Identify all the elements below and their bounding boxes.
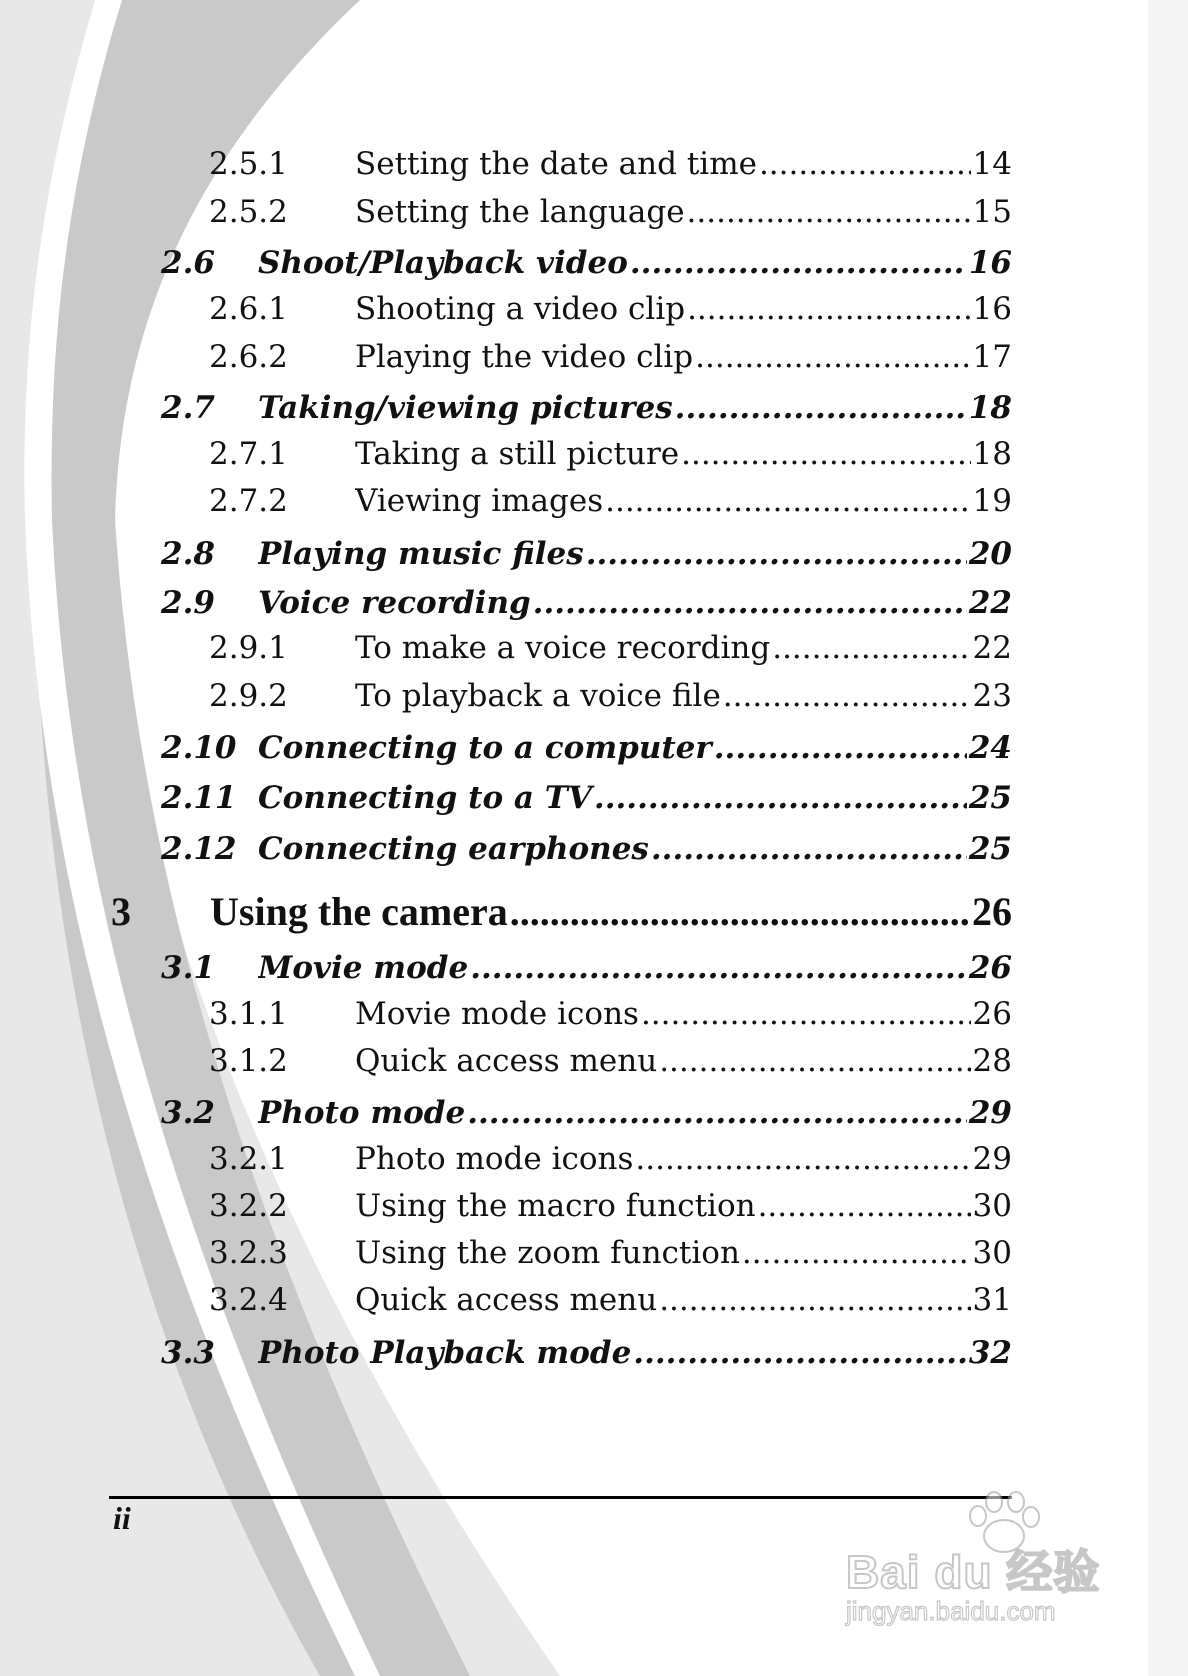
toc-entry-level-2[interactable] [0,730,1188,770]
toc-entry-title: Movie mode [258,950,469,986]
toc-entry-level-3[interactable] [0,291,1188,331]
toc-entry-page: 28 [972,1043,1012,1079]
dot-leader [759,146,971,182]
toc-entry-line [355,194,1012,230]
toc-entry-level-3[interactable] [0,996,1188,1036]
toc-entry-page: 18 [972,436,1012,472]
toc-entry-number: 3.1.2 [209,1043,288,1079]
toc-entry-number: 3 [111,889,131,934]
dot-leader [772,630,970,666]
dot-leader [633,1335,967,1371]
toc-entry-level-2[interactable] [0,390,1188,430]
toc-entry-level-2[interactable] [0,1335,1188,1375]
toc-entry-page: 22 [968,585,1012,621]
dot-leader [695,339,970,375]
toc-entry-number: 2.11 [161,780,237,816]
toc-entry-line [355,1282,1012,1318]
toc-entry-title: Shoot/Playback video [258,245,628,281]
toc-entry-level-2[interactable] [0,780,1188,820]
dot-leader [681,436,970,472]
toc-entry-title: Setting the date and time [355,146,757,182]
toc-entry-number: 2.6.2 [209,339,288,375]
toc-entry-title: To playback a voice file [355,678,721,714]
toc-entry-title: Using the zoom function [355,1235,740,1271]
dot-leader [714,730,967,766]
toc-entry-line [355,1043,1012,1079]
toc-entry-title: Quick access menu [355,1282,658,1318]
toc-entry-title: Photo Playback mode [258,1335,632,1371]
dot-leader [687,291,970,327]
toc-entry-title: Connecting earphones [258,831,649,867]
toc-entry-number: 2.7.2 [209,483,288,519]
footer-page-number: ii [113,1500,131,1536]
toc-entry-title: Playing music files [258,536,584,572]
toc-entry-line [355,146,1012,182]
toc-entry-title: Connecting to a computer [258,730,712,766]
toc-entry-title: Shooting a video clip [355,291,686,327]
toc-entry-line [355,436,1012,472]
toc-entry-number: 3.2.2 [209,1188,288,1224]
toc-entry-number: 3.2.1 [209,1141,288,1177]
toc-entry-title: Using the camera [210,889,508,934]
toc-entry-title: To make a voice recording [355,630,771,666]
toc-entry-title: Connecting to a TV [258,780,592,816]
toc-entry-level-3[interactable] [0,1043,1188,1083]
toc-entry-number: 2.8 [161,536,215,572]
toc-entry-line [258,780,1012,816]
toc-entry-level-2[interactable] [0,1095,1188,1135]
dot-leader [651,831,967,867]
dot-leader [605,483,970,519]
toc-entry-line [355,1235,1012,1271]
toc-entry-level-3[interactable] [0,1282,1188,1322]
toc-entry-line [258,950,1012,986]
toc-entry-number: 2.7.1 [209,436,288,472]
toc-entry-level-3[interactable] [0,1235,1188,1275]
toc-entry-page: 17 [972,339,1012,375]
toc-entry-title: Quick access menu [355,1043,658,1079]
toc-entry-level-3[interactable] [0,194,1188,234]
dot-leader [687,194,971,230]
toc-entry-level-2[interactable] [0,245,1188,285]
toc-entry-number: 3.2 [161,1095,215,1131]
toc-entry-line [258,1335,1012,1371]
toc-entry-number: 2.5.2 [209,194,288,230]
toc-entry-page: 24 [968,730,1012,766]
toc-entry-page: 25 [968,831,1012,867]
toc-entry-page: 26 [968,950,1012,986]
toc-entry-page: 31 [972,1282,1012,1318]
toc-entry-title: Setting the language [355,194,685,230]
toc-entry-line [355,630,1012,666]
toc-entry-line [355,996,1012,1032]
toc-entry-page: 29 [972,1141,1012,1177]
dot-leader [758,1188,971,1224]
dot-leader [470,950,967,986]
baidu-watermark [846,1490,1116,1640]
toc-entry-line [258,1095,1012,1131]
dot-leader [659,1282,970,1318]
toc-entry-level-2[interactable] [0,585,1188,625]
toc-entry-level-2[interactable] [0,536,1188,576]
toc-entry-page: 16 [968,245,1012,281]
toc-entry-page: 25 [968,780,1012,816]
toc-entry-line [210,888,1012,935]
dot-leader [594,780,967,816]
toc-entry-level-3[interactable] [0,1188,1188,1228]
toc-entry-title: Using the macro function [355,1188,756,1224]
toc-entry-number: 3.2.3 [209,1235,288,1271]
toc-entry-line [355,339,1012,375]
toc-entry-line [355,678,1012,714]
toc-entry-number: 2.9 [161,585,215,621]
toc-entry-line [355,1188,1012,1224]
toc-entry-level-3[interactable] [0,483,1188,523]
toc-entry-page: 26 [972,889,1012,934]
toc-entry-page: 30 [972,1188,1012,1224]
dot-leader [742,1235,971,1271]
toc-entry-line [258,730,1012,766]
toc-entry-line [355,1141,1012,1177]
dot-leader [675,390,967,426]
toc-entry-page: 23 [972,678,1012,714]
toc-entry-number: 2.9.2 [209,678,288,714]
toc-entry-page: 15 [972,194,1012,230]
toc-entry-level-3[interactable] [0,339,1188,379]
toc-entry-number: 3.1.1 [209,996,288,1032]
toc-entry-page: 19 [972,483,1012,519]
toc-entry-title: Viewing images [355,483,604,519]
toc-entry-line [258,831,1012,867]
toc-entry-level-3[interactable] [0,1141,1188,1181]
toc-entry-title: Movie mode icons [355,996,639,1032]
toc-entry-level-3[interactable] [0,436,1188,476]
toc-entry-page: 26 [972,996,1012,1032]
toc-entry-level-2[interactable] [0,831,1188,871]
toc-entry-number: 2.6 [161,245,215,281]
toc-entry-line [258,390,1012,426]
toc-entry-number: 2.12 [161,831,237,867]
dot-leader [586,536,967,572]
toc-entry-line [355,291,1012,327]
watermark-brand: Bai du 经验 [846,1546,1101,1598]
toc-entry-line [258,245,1012,281]
toc-entry-title: Taking/viewing pictures [258,390,673,426]
toc-entry-title: Playing the video clip [355,339,694,375]
dot-leader [467,1095,967,1131]
toc-entry-number: 2.6.1 [209,291,288,327]
toc-entry-page: 18 [968,390,1012,426]
toc-entry-title: Photo mode icons [355,1141,634,1177]
toc-entry-level-3[interactable] [0,678,1188,718]
dot-leader [533,585,967,621]
dot-leader [641,996,971,1032]
toc-entry-title: Taking a still picture [355,436,680,472]
toc-entry-number: 3.3 [161,1335,215,1371]
toc-entry-number: 2.10 [161,730,237,766]
dot-leader [659,1043,970,1079]
toc-entry-number: 3.2.4 [209,1282,288,1318]
toc-entry-page: 32 [968,1335,1012,1371]
toc-entry-page: 22 [972,630,1012,666]
toc-entry-line [258,585,1012,621]
toc-entry-level-3[interactable] [0,146,1188,186]
toc-entry-page: 29 [968,1095,1012,1131]
toc-entry-number: 2.9.1 [209,630,288,666]
toc-entry-line [355,483,1012,519]
dot-leader [630,245,967,281]
toc-entry-level-3[interactable] [0,630,1188,670]
toc-entry-level-1[interactable] [0,888,1188,938]
toc-entry-number: 2.7 [161,390,215,426]
toc-entry-line [258,536,1012,572]
dot-leader [723,678,971,714]
toc-entry-number: 3.1 [161,950,215,986]
toc-entry-title: Photo mode [258,1095,466,1131]
toc-entry-number: 2.5.1 [209,146,288,182]
toc-entry-page: 14 [972,146,1012,182]
toc-entry-title: Voice recording [258,585,531,621]
toc-entry-page: 16 [972,291,1012,327]
toc-entry-page: 30 [972,1235,1012,1271]
toc-entry-level-2[interactable] [0,950,1188,990]
watermark-url: jingyan.baidu.com [846,1596,1056,1626]
dot-leader [510,888,970,935]
dot-leader [635,1141,970,1177]
toc-entry-page: 20 [968,536,1012,572]
